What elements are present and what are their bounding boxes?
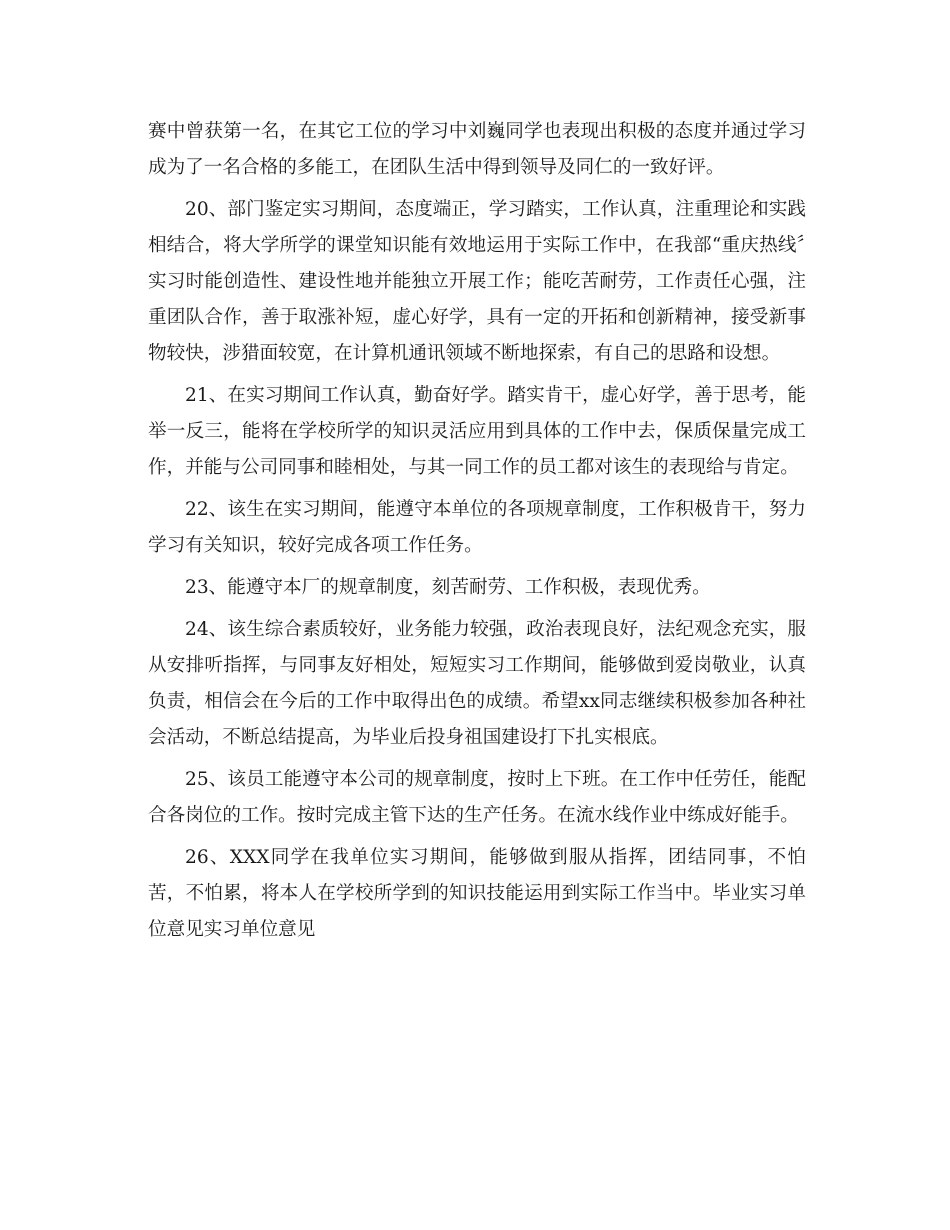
paragraph-item-21: 21、在实习期间工作认真，勤奋好学。踏实肯干，虚心好学，善于思考，能举一反三，能将在学校所学的知识灵活应用到具体的工作中去，保质保量完成工作，并能与公司同事和睦相处，与其一同工作的员工都对该生的表现给与肯定。 bbox=[148, 385, 806, 478]
paragraph-continuation: 赛中曾获第一名，在其它工位的学习中刘巍同学也表现出积极的态度并通过学习成为了一名合格的多能工，在团队生活中得到领导及同仁的一致好评。 bbox=[148, 121, 806, 178]
document-body bbox=[148, 114, 806, 954]
paragraph-item-22: 22、该生在实习期间，能遵守本单位的各项规章制度，工作积极肯干，努力学习有关知识，较好完成各项工作任务。 bbox=[148, 499, 806, 556]
paragraph-item-20: 20、部门鉴定实习期间，态度端正，学习踏实，工作认真，注重理论和实践相结合，将大学所学的课堂知识能有效地运用于实际工作中，在我部“重庆热线〞实习时能创造性、建设性地并能独立开展工作；能吃苦耐劳，工作责任心强，注重团队合作，善于取涨补短，虚心好学，具有一定的开拓和创新精神，接受新事物较快，涉猎面较宽，在计算机通讯领域不断地探索，有自己的思路和设想。 bbox=[148, 199, 806, 364]
paragraph-item-24: 24、该生综合素质较好，业务能力较强，政治表现良好，法纪观念充实，服从安排听指挥，与同事友好相处，短短实习工作期间，能够做到爱岗敬业，认真负责，相信会在今后的工作中取得出色的成绩。希望xx同志继续积极参加各种社会活动，不断总结提高，为毕业后投身祖国建设打下扎实根底。 bbox=[148, 619, 806, 748]
paragraph-item-26: 26、XXX同学在我单位实习期间，能够做到服从指挥，团结同事，不怕苦，不怕累，将本人在学校所学到的知识技能运用到实际工作当中。毕业实习单位意见实习单位意见 bbox=[148, 847, 806, 940]
paragraph-item-23: 23、能遵守本厂的规章制度，刻苦耐劳、工作积极，表现优秀。 bbox=[185, 577, 711, 598]
paragraph-item-25: 25、该员工能遵守本公司的规章制度，按时上下班。在工作中任劳任，能配合各岗位的工作。按时完成主管下达的生产任务。在流水线作业中练成好能手。 bbox=[148, 769, 806, 826]
